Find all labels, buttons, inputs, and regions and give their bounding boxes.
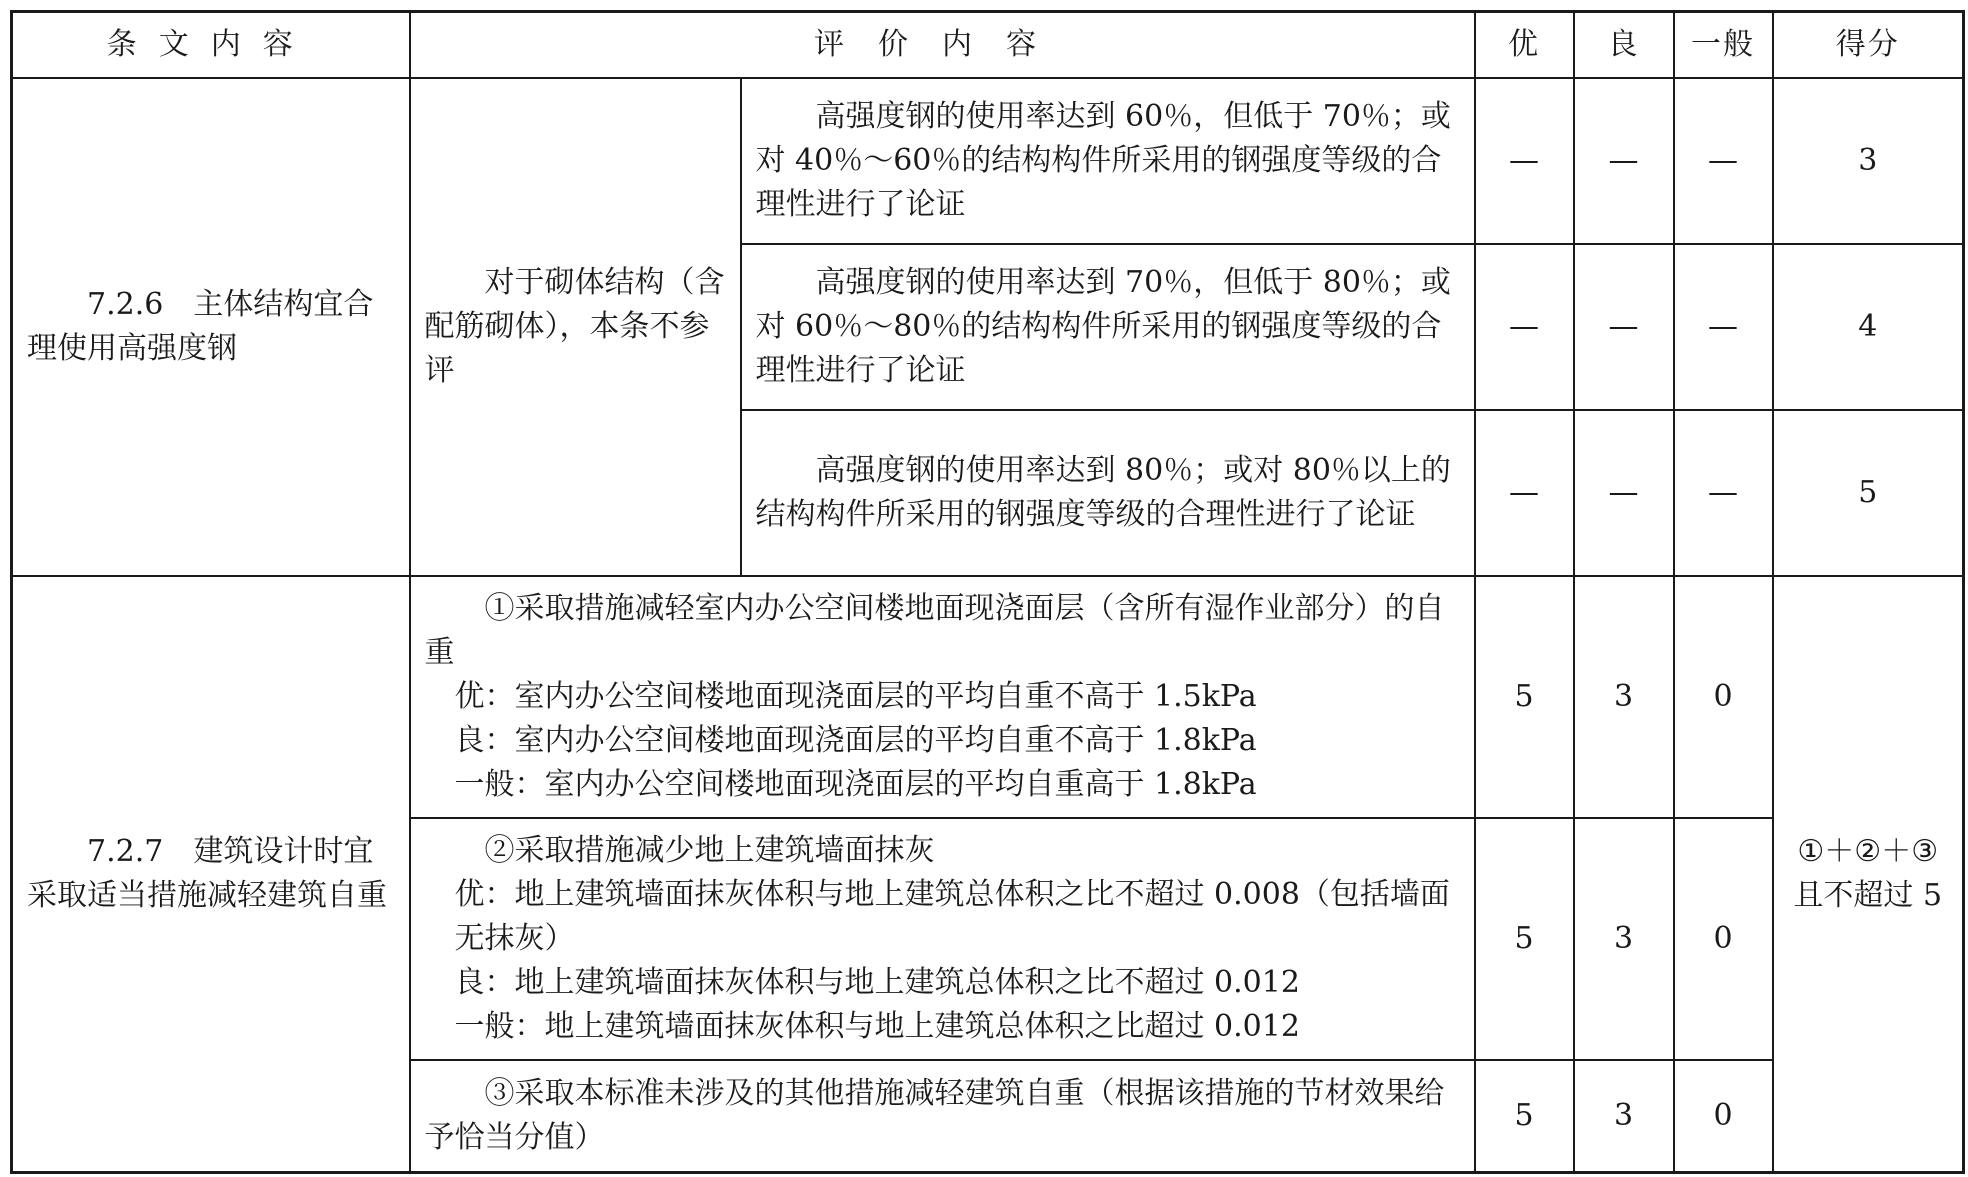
eval-727-2-good: 良：地上建筑墙面抹灰体积与地上建筑总体积之比不超过 0.012: [454, 965, 1300, 1000]
header-row: [12, 12, 1964, 79]
score-rule-line1: ①＋②＋③: [1797, 833, 1939, 869]
excellent-726-3: —: [1475, 410, 1574, 576]
score-726-3: 5: [1773, 410, 1964, 576]
evaluation-table-page: [10, 10, 1962, 1170]
score-rule-727: [1773, 576, 1964, 1172]
fair-726-2: —: [1674, 244, 1773, 410]
fair-727-1: 0: [1674, 576, 1773, 818]
table-row: [12, 576, 1964, 818]
clause-727: 7.2.7 建筑设计时宜采取适当措施减轻建筑自重: [12, 576, 410, 1172]
header-score: 得分: [1773, 12, 1964, 79]
header-clause: 条文内容: [12, 12, 410, 79]
good-726-2: —: [1574, 244, 1674, 410]
eval-727-2-fair: 一般：地上建筑墙面抹灰体积与地上建筑总体积之比超过 0.012: [454, 1009, 1300, 1044]
eval-727-1-fair: 一般：室内办公空间楼地面现浇面层的平均自重高于 1.8kPa: [454, 767, 1257, 802]
header-fair: 一般: [1674, 12, 1773, 79]
fair-726-1: —: [1674, 78, 1773, 244]
eval-727-2: [410, 818, 1475, 1060]
good-727-1: 3: [1574, 576, 1674, 818]
header-excellent: 优: [1475, 12, 1574, 79]
excellent-726-2: —: [1475, 244, 1574, 410]
header-good: 良: [1574, 12, 1674, 79]
score-726-2: 4: [1773, 244, 1964, 410]
eval-727-1-title: ①采取措施减轻室内办公空间楼地面现浇面层（含所有湿作业部分）的自重: [424, 591, 1445, 670]
fair-727-3: 0: [1674, 1060, 1773, 1172]
eval-727-1-excellent: 优：室内办公空间楼地面现浇面层的平均自重不高于 1.5kPa: [454, 679, 1257, 714]
eval-727-1: [410, 576, 1475, 818]
masonry-note: 对于砌体结构（含配筋砌体），本条不参评: [410, 78, 741, 576]
eval-726-3: 高强度钢的使用率达到 80％；或对 80％以上的结构构件所采用的钢强度等级的合理性进行了论证: [741, 410, 1475, 576]
excellent-726-1: —: [1475, 78, 1574, 244]
score-726-1: 3: [1773, 78, 1964, 244]
eval-727-2-excellent: 优：地上建筑墙面抹灰体积与地上建筑总体积之比不超过 0.008（包括墙面无抹灰）: [454, 877, 1450, 956]
eval-727-2-title: ②采取措施减少地上建筑墙面抹灰: [484, 833, 935, 868]
eval-727-1-good: 良：室内办公空间楼地面现浇面层的平均自重不高于 1.8kPa: [454, 723, 1257, 758]
fair-727-2: 0: [1674, 818, 1773, 1060]
good-727-3: 3: [1574, 1060, 1674, 1172]
eval-726-1: 高强度钢的使用率达到 60％，但低于 70％；或对 40％～60％的结构构件所采用的钢强度等级的合理性进行了论证: [741, 78, 1475, 244]
eval-727-3: ③采取本标准未涉及的其他措施减轻建筑自重（根据该措施的节材效果给予恰当分值）: [410, 1060, 1475, 1172]
excellent-727-2: 5: [1475, 818, 1574, 1060]
good-726-1: —: [1574, 78, 1674, 244]
fair-726-3: —: [1674, 410, 1773, 576]
good-727-2: 3: [1574, 818, 1674, 1060]
header-eval: 评价内容: [410, 12, 1475, 79]
eval-726-2: 高强度钢的使用率达到 70％，但低于 80％；或对 60％～80％的结构构件所采用的钢强度等级的合理性进行了论证: [741, 244, 1475, 410]
score-rule-line2: 且不超过 5: [1793, 877, 1943, 913]
excellent-727-3: 5: [1475, 1060, 1574, 1172]
evaluation-table: [10, 10, 1965, 1174]
table-row: [12, 78, 1964, 244]
clause-726: 7.2.6 主体结构宜合理使用高强度钢: [12, 78, 410, 576]
excellent-727-1: 5: [1475, 576, 1574, 818]
good-726-3: —: [1574, 410, 1674, 576]
